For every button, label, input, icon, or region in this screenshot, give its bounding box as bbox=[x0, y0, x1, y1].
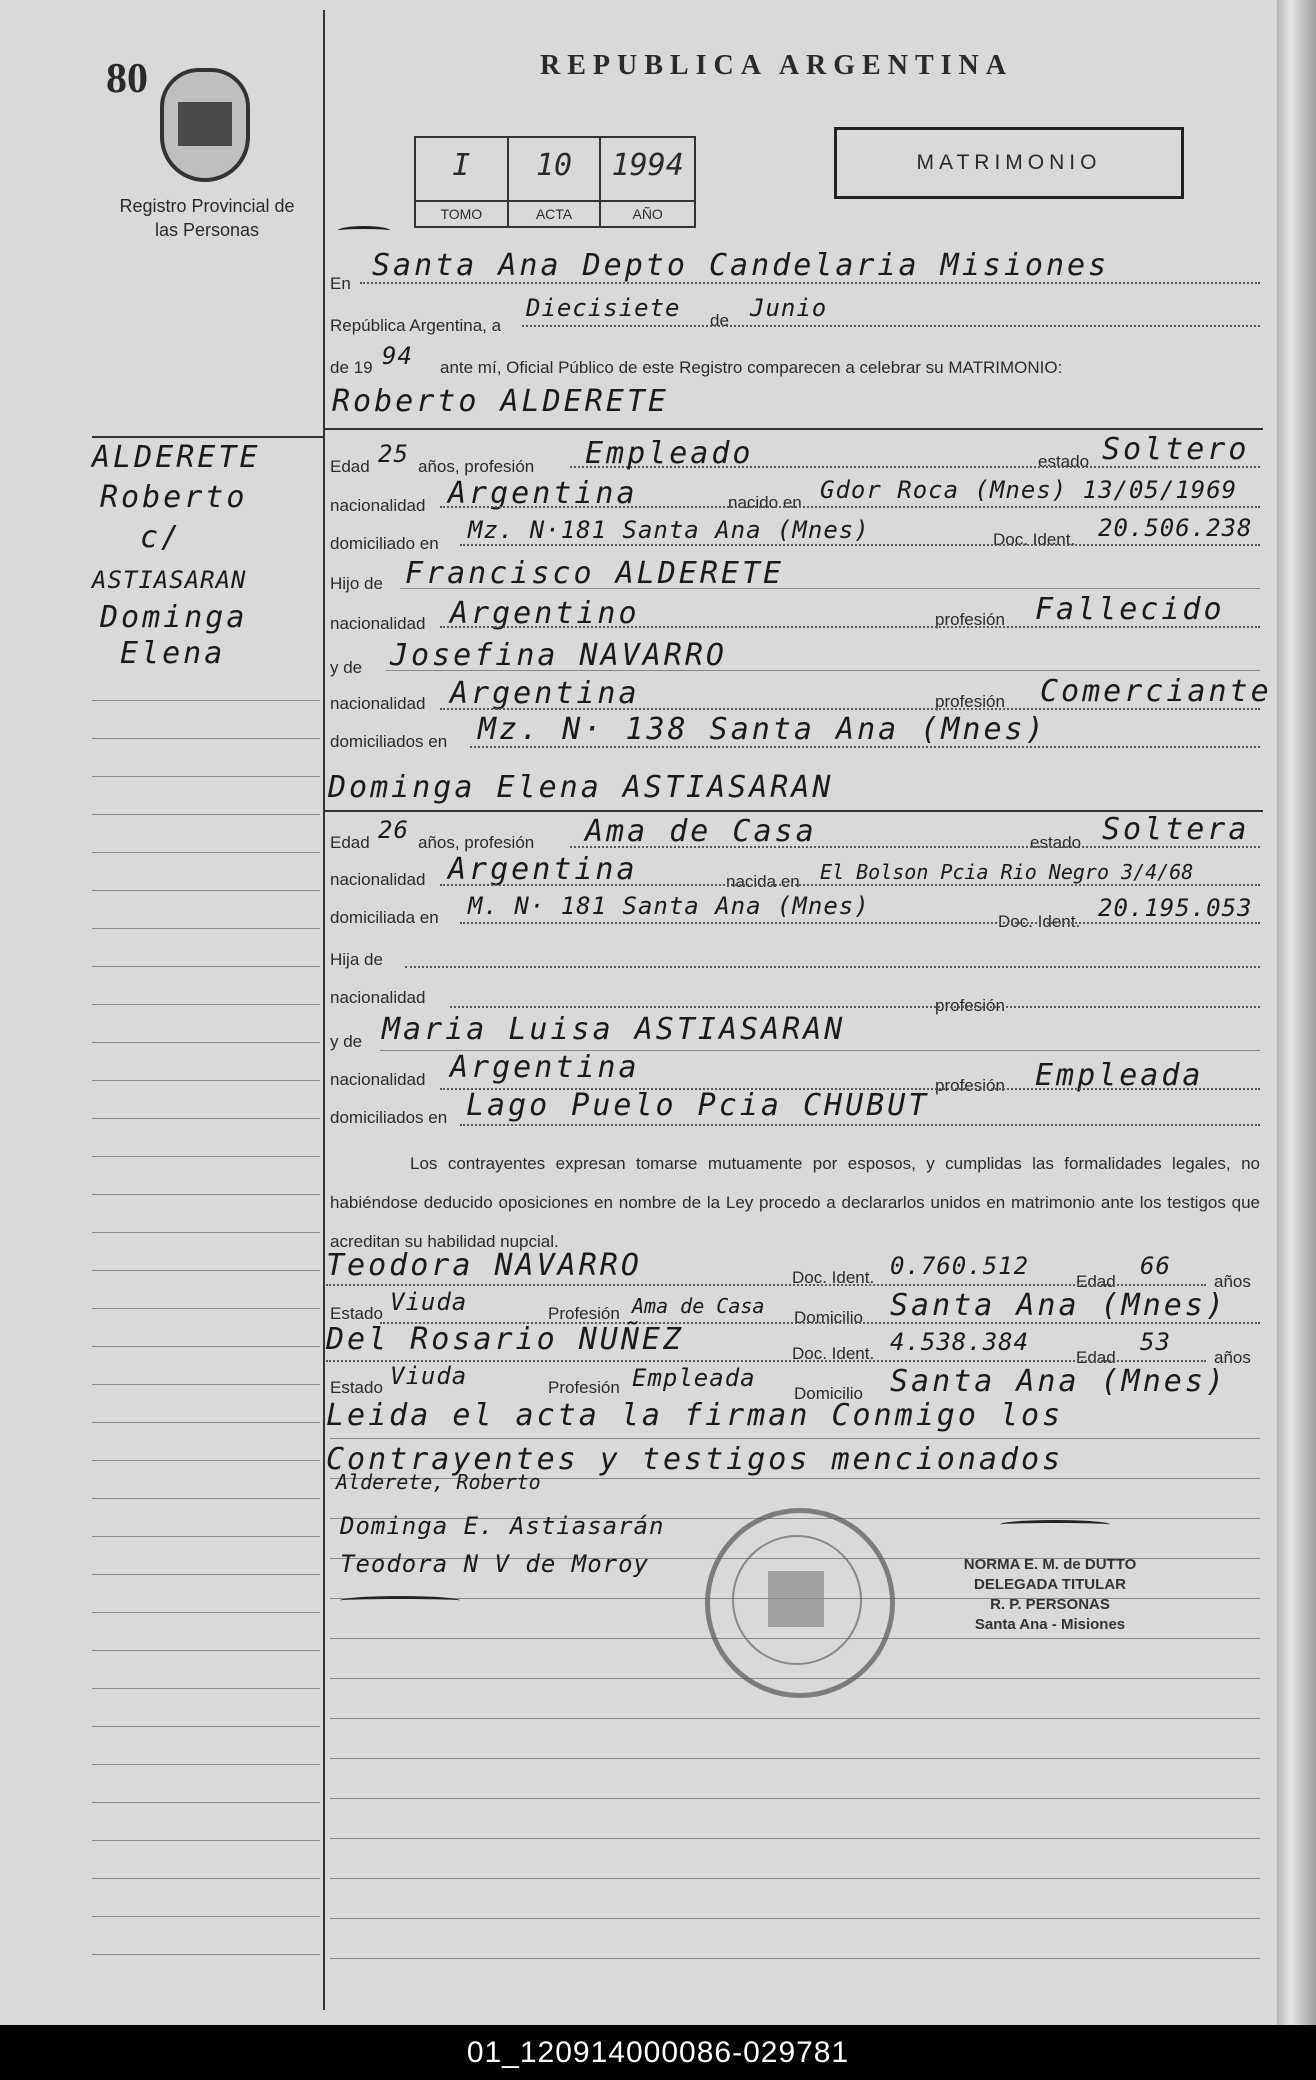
bride-nacionalidad: Argentina bbox=[448, 852, 638, 887]
official-name: NORMA E. M. de DUTTO bbox=[963, 1556, 1137, 1573]
year-value: 94 bbox=[382, 342, 413, 370]
margin-rule bbox=[92, 1840, 320, 1841]
margin-rule bbox=[92, 1460, 320, 1461]
page-number: 80 bbox=[106, 56, 148, 102]
bride-madre-prof: Empleada bbox=[1035, 1058, 1204, 1093]
body-rule bbox=[330, 1918, 1260, 1919]
anio-value: 1994 bbox=[611, 148, 684, 183]
groom-hijo-label: Hijo de bbox=[330, 574, 383, 593]
groom-madre-nac-label: nacionalidad bbox=[330, 694, 426, 713]
groom-line bbox=[440, 626, 1260, 628]
body-rule bbox=[330, 1958, 1260, 1959]
groom-name: Roberto ALDERETE bbox=[332, 384, 669, 419]
groom-dom-label: domiciliado en bbox=[330, 534, 439, 553]
bride-madre-prof-label: profesión bbox=[935, 1076, 1005, 1095]
margin-rule bbox=[92, 1764, 320, 1765]
footer-id: 01_120914000086-029781 bbox=[466, 2036, 850, 2069]
margin-rule bbox=[92, 1536, 320, 1537]
anio-cell bbox=[601, 138, 694, 226]
margin-rule bbox=[92, 1270, 320, 1271]
bride-hija-label: Hija de bbox=[330, 950, 383, 969]
margin-rule bbox=[92, 1726, 320, 1727]
republica-label: República Argentina, a bbox=[330, 316, 502, 335]
witness-1-doc-label: Doc. Ident. bbox=[792, 1268, 875, 1287]
bride-profesion: Ama de Casa bbox=[585, 814, 817, 849]
signature-scribble-icon bbox=[340, 1596, 460, 1605]
bride-prof-label: años, profesión bbox=[418, 833, 535, 852]
groom-padre-prof: Fallecido bbox=[1035, 592, 1225, 627]
witness-1-estado: Viuda bbox=[390, 1288, 468, 1316]
acta-value: 10 bbox=[535, 148, 573, 183]
witness-line bbox=[326, 1284, 1206, 1286]
place-line bbox=[360, 282, 1260, 284]
bride-padre-prof-label: profesión bbox=[935, 996, 1005, 1015]
bride-domicilio: M. N· 181 Santa Ana (Mnes) bbox=[468, 892, 870, 920]
record-number-box bbox=[414, 136, 696, 228]
bride-padres-dom-label: domiciliados en bbox=[330, 1108, 448, 1127]
tomo-cell bbox=[416, 138, 509, 226]
province-crest-icon bbox=[160, 68, 250, 182]
witness-1-doc: 0.760.512 bbox=[890, 1252, 1030, 1280]
witness-2-domicilio: Santa Ana (Mnes) bbox=[890, 1364, 1227, 1399]
tomo-label: TOMO bbox=[416, 200, 507, 226]
country-title: REPUBLICA ARGENTINA bbox=[540, 50, 1013, 81]
groom-line bbox=[440, 708, 1260, 710]
witness-2-doc: 4.538.384 bbox=[890, 1328, 1030, 1356]
groom-name-rule bbox=[323, 428, 1263, 430]
groom-line bbox=[440, 506, 1260, 508]
registry-name: Registro Provincial de las Personas bbox=[119, 196, 295, 240]
witness-2-dom-label: Domicilio bbox=[794, 1384, 863, 1403]
groom-padre-nac: Argentino bbox=[450, 596, 640, 631]
witness-1-prof-label: Profesión bbox=[548, 1304, 620, 1323]
witness-2-name: Del Rosario NUÑEZ bbox=[326, 1322, 685, 1357]
de-label: de bbox=[710, 311, 729, 330]
bride-madre-nac: Argentina bbox=[450, 1050, 640, 1085]
bride-line bbox=[460, 922, 1260, 924]
groom-doc-label: Doc. Ident. bbox=[993, 530, 1076, 549]
bride-yde-label: y de bbox=[330, 1032, 363, 1051]
margin-rule bbox=[92, 966, 320, 967]
margin-rule bbox=[92, 852, 320, 853]
margin-rule bbox=[92, 1612, 320, 1613]
bride-line bbox=[460, 1124, 1260, 1126]
witness-2-prof-label: Profesión bbox=[548, 1378, 620, 1397]
margin-rule bbox=[92, 1802, 320, 1803]
groom-padre: Francisco ALDERETE bbox=[405, 556, 785, 591]
margin-rule bbox=[92, 890, 320, 891]
groom-doc: 20.506.238 bbox=[1098, 514, 1253, 542]
footer-id-bar bbox=[0, 2025, 1316, 2080]
place-value: Santa Ana Depto Candelaria Misiones bbox=[372, 248, 1110, 283]
declaration-text: Los contrayentes expresan tomarse mutuamente por esposos, y cumplidas las formalidades legales, no habiéndose deducido oposiciones en nombre de la Ley procedo a declararlos unidos en matrimonio ante los testigos que acreditan su habilidad nupcial. bbox=[330, 1154, 1260, 1251]
signature-bride: Dominga E. Astiasarán bbox=[340, 1512, 665, 1540]
witness-2-profesion: Empleada bbox=[632, 1364, 756, 1392]
witness-1-estado-label: Estado bbox=[330, 1304, 383, 1323]
official-place: Santa Ana - Misiones bbox=[974, 1616, 1126, 1633]
margin-rule bbox=[92, 1308, 320, 1309]
margin-rule bbox=[92, 1194, 320, 1195]
groom-edad: 25 bbox=[378, 440, 409, 468]
bride-estado-label: estado bbox=[1030, 833, 1082, 852]
groom-estado: Soltero bbox=[1102, 432, 1250, 467]
bride-madre-nac-label: nacionalidad bbox=[330, 1070, 426, 1089]
bride-line bbox=[570, 846, 1260, 848]
official-signature-block bbox=[925, 1555, 1175, 1635]
margin-line-1: ALDERETE bbox=[92, 440, 261, 475]
witness-2-doc-label: Doc. Ident. bbox=[792, 1344, 875, 1363]
margin-rule bbox=[92, 700, 320, 701]
bride-padre-nac-label: nacionalidad bbox=[330, 988, 426, 1007]
intro-text: ante mí, Oficial Público de este Registro comparecen a celebrar su MATRIMONIO: bbox=[440, 358, 1063, 377]
bride-doc: 20.195.053 bbox=[1098, 894, 1253, 922]
closing-line-2: Contrayentes y testigos mencionados bbox=[326, 1442, 1064, 1477]
witness-1-anios-label: años bbox=[1214, 1272, 1251, 1291]
witness-1-edad-label: Edad bbox=[1076, 1272, 1116, 1291]
groom-nacido: Gdor Roca (Mnes) 13/05/1969 bbox=[820, 476, 1238, 504]
bride-line bbox=[440, 884, 1260, 886]
body-rule bbox=[330, 1798, 1260, 1799]
witness-1-edad: 66 bbox=[1140, 1252, 1171, 1280]
bride-nacida-label: nacida en bbox=[726, 872, 800, 891]
signature-witness: Teodora N V de Moroy bbox=[340, 1550, 649, 1578]
body-rule bbox=[330, 1838, 1260, 1839]
groom-padres-dom: Mz. N· 138 Santa Ana (Mnes) bbox=[478, 712, 1047, 747]
act-type-box: MATRIMONIO bbox=[834, 127, 1184, 199]
day-value: Diecisiete bbox=[526, 294, 681, 322]
bride-madre: Maria Luisa ASTIASARAN bbox=[382, 1012, 846, 1047]
margin-rule bbox=[92, 1346, 320, 1347]
groom-padres-dom-label: domiciliados en bbox=[330, 732, 448, 751]
groom-line bbox=[400, 588, 1260, 589]
margin-rule bbox=[92, 1080, 320, 1081]
official-signature-icon bbox=[1000, 1520, 1110, 1529]
body-rule bbox=[330, 1878, 1260, 1879]
body-rule bbox=[330, 1758, 1260, 1759]
margin-top-rule bbox=[92, 436, 323, 438]
bride-nacida: El Bolson Pcia Rio Negro 3/4/68 bbox=[820, 860, 1194, 884]
initial-mark-icon bbox=[338, 226, 390, 235]
groom-line bbox=[470, 746, 1260, 748]
bride-doc-label: Doc. Ident. bbox=[998, 912, 1081, 931]
groom-nac-label: nacionalidad bbox=[330, 496, 426, 515]
bride-padres-dom: Lago Puelo Pcia CHUBUT bbox=[466, 1088, 930, 1123]
margin-rule bbox=[92, 814, 320, 815]
bride-edad-label: Edad bbox=[330, 833, 370, 852]
margin-rule bbox=[92, 1916, 320, 1917]
bride-line bbox=[450, 1006, 1260, 1008]
bride-name: Dominga Elena ASTIASARAN bbox=[328, 770, 834, 805]
bride-line bbox=[405, 966, 1260, 968]
groom-profesion: Empleado bbox=[585, 436, 754, 471]
margin-line-5: Dominga bbox=[100, 600, 248, 635]
year-prefix: de 19 bbox=[330, 358, 373, 377]
margin-rule bbox=[92, 1042, 320, 1043]
margin-rule bbox=[92, 1004, 320, 1005]
groom-prof-label: años, profesión bbox=[418, 457, 535, 476]
official-seal-icon bbox=[705, 1508, 895, 1698]
bride-edad: 26 bbox=[378, 816, 409, 844]
signature-groom: Alderete, Roberto bbox=[336, 1470, 541, 1494]
groom-madre-prof-label: profesión bbox=[935, 692, 1005, 711]
groom-line bbox=[386, 670, 1260, 671]
witness-2-edad: 53 bbox=[1140, 1328, 1171, 1356]
witness-1-name: Teodora NAVARRO bbox=[326, 1248, 642, 1283]
groom-line bbox=[460, 544, 1260, 546]
margin-rule bbox=[92, 1156, 320, 1157]
groom-edad-label: Edad bbox=[330, 457, 370, 476]
margin-rule bbox=[92, 1384, 320, 1385]
groom-madre-nac: Argentina bbox=[450, 676, 640, 711]
witness-2-edad-label: Edad bbox=[1076, 1348, 1116, 1367]
official-office: R. P. PERSONAS bbox=[990, 1596, 1110, 1613]
witness-2-estado: Viuda bbox=[390, 1362, 468, 1390]
margin-rule bbox=[92, 1232, 320, 1233]
body-rule bbox=[330, 1718, 1260, 1719]
witness-1-domicilio: Santa Ana (Mnes) bbox=[890, 1288, 1227, 1323]
groom-nacido-label: nacido en bbox=[728, 493, 802, 512]
witness-1-profesion: Ama de Casa bbox=[632, 1294, 765, 1318]
witness-2-estado-label: Estado bbox=[330, 1378, 383, 1397]
official-title: DELEGADA TITULAR bbox=[974, 1576, 1126, 1593]
bride-dom-label: domiciliada en bbox=[330, 908, 439, 927]
margin-line-2: Roberto bbox=[100, 480, 248, 515]
month-value: Junio bbox=[750, 294, 828, 322]
groom-domicilio: Mz. N·181 Santa Ana (Mnes) bbox=[468, 516, 870, 544]
groom-madre: Josefina NAVARRO bbox=[390, 638, 727, 673]
margin-rule bbox=[92, 1650, 320, 1651]
bride-estado: Soltera bbox=[1102, 812, 1250, 847]
margin-line-6: Elena bbox=[120, 636, 226, 671]
margin-rule bbox=[92, 776, 320, 777]
en-label: En bbox=[330, 274, 351, 293]
margin-line-4: ASTIASARAN bbox=[92, 566, 247, 594]
groom-padre-nac-label: nacionalidad bbox=[330, 614, 426, 633]
margin-rule bbox=[92, 1878, 320, 1879]
groom-nacionalidad: Argentina bbox=[448, 476, 638, 511]
margin-line-3: c/ bbox=[140, 520, 183, 555]
main-vertical-rule bbox=[323, 10, 325, 2010]
margin-rule bbox=[92, 1498, 320, 1499]
margin-rule bbox=[92, 1422, 320, 1423]
groom-yde-label: y de bbox=[330, 658, 363, 677]
bride-nac-label: nacionalidad bbox=[330, 870, 426, 889]
acta-cell bbox=[509, 138, 602, 226]
closing-line-1: Leida el acta la firman Conmigo los bbox=[326, 1398, 1064, 1433]
acta-label: ACTA bbox=[509, 200, 600, 226]
groom-padre-prof-label: profesión bbox=[935, 610, 1005, 629]
margin-rule bbox=[92, 1954, 320, 1955]
groom-madre-prof: Comerciante bbox=[1040, 674, 1272, 709]
margin-rule bbox=[92, 928, 320, 929]
witness-2-anios-label: años bbox=[1214, 1348, 1251, 1367]
tomo-value: I bbox=[452, 148, 471, 183]
margin-rule bbox=[92, 1688, 320, 1689]
anio-label: AÑO bbox=[601, 200, 694, 226]
margin-rule bbox=[92, 738, 320, 739]
witness-1-dom-label: Domicilio bbox=[794, 1308, 863, 1327]
date-line bbox=[522, 325, 1260, 327]
margin-rule bbox=[92, 1118, 320, 1119]
groom-estado-label: estado bbox=[1038, 452, 1090, 471]
page-edge bbox=[1277, 0, 1316, 2025]
groom-line bbox=[570, 466, 1260, 468]
margin-rule bbox=[92, 1574, 320, 1575]
body-rule bbox=[330, 1438, 1260, 1439]
